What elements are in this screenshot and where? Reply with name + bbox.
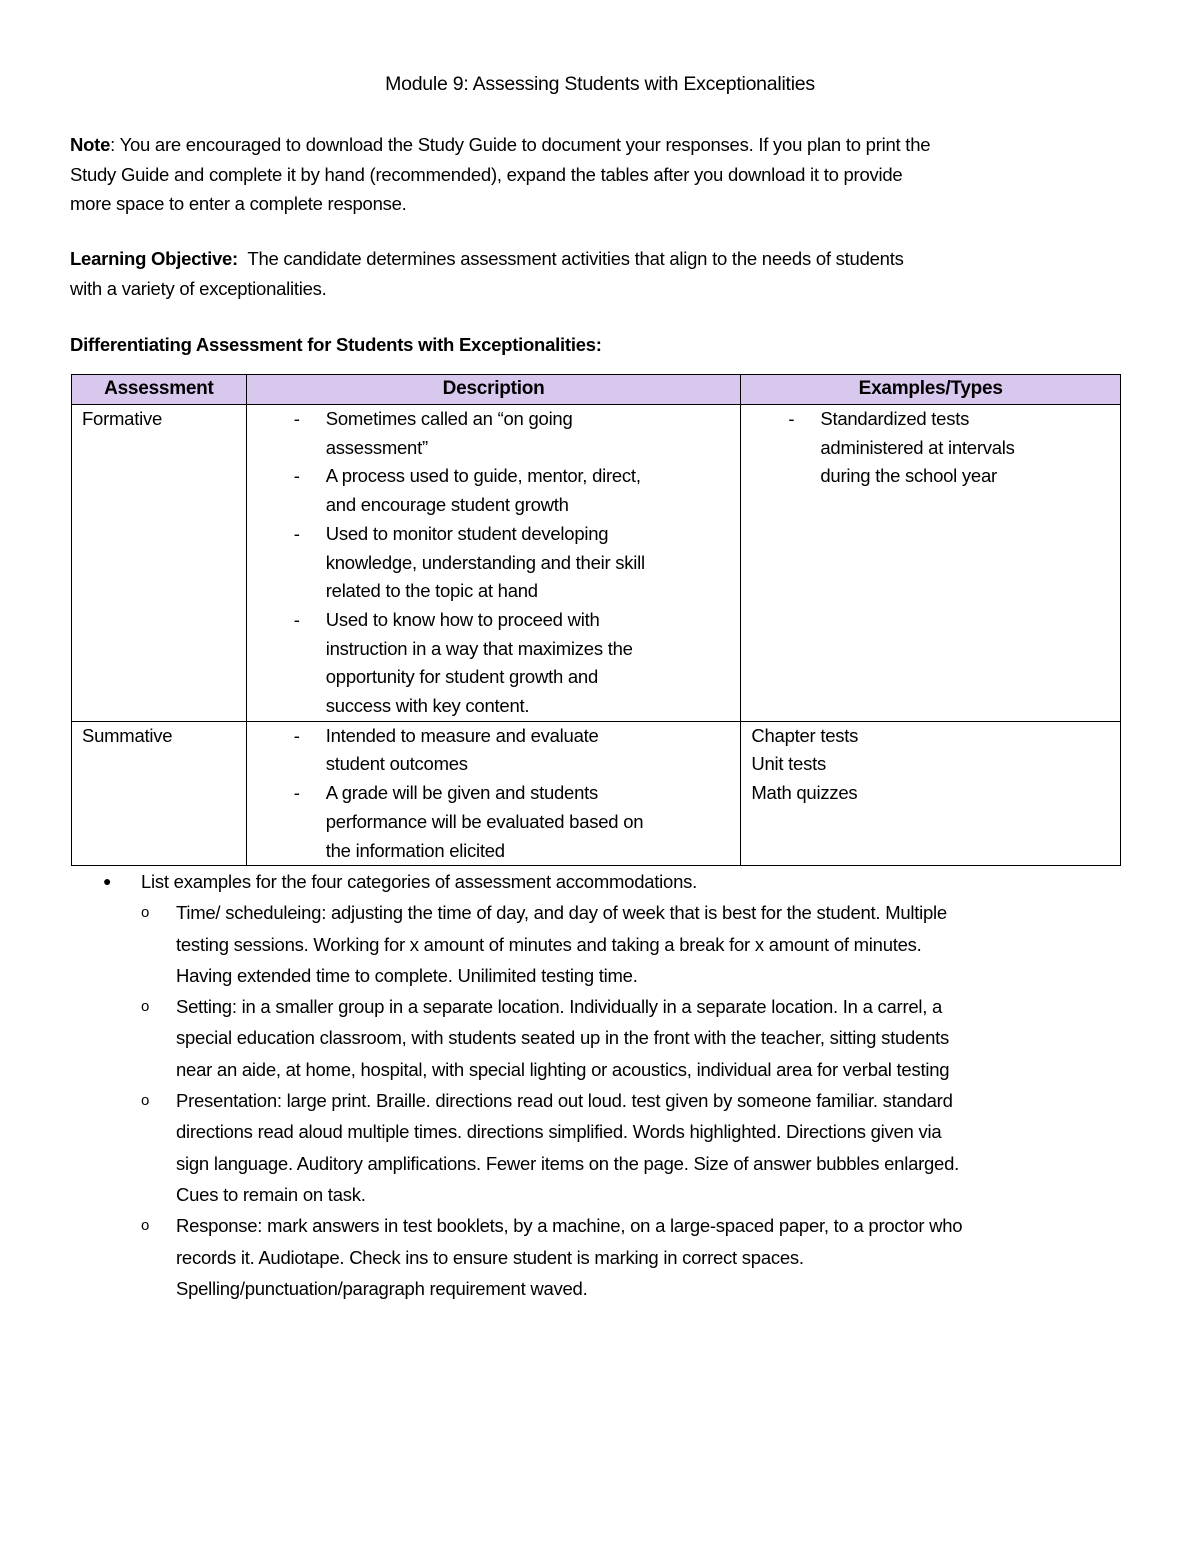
line-text: Standardized tests <box>820 408 970 429</box>
dash-icon: - <box>788 408 795 429</box>
dash-icon: - <box>293 782 300 804</box>
assessment-cell: Formative <box>72 405 247 722</box>
line-text: success with key content. <box>325 695 530 717</box>
line-text: the information elicited <box>325 839 505 861</box>
line-text: A process used to guide, mentor, direct, <box>325 465 641 487</box>
line-text: Time/ scheduleing: adjusting the time of day, and day of week that is best for the student. Multiple <box>176 902 947 924</box>
line-text: special education classroom, with students seated up in the front with the teacher, sitting students <box>176 1027 950 1049</box>
line-text: Intended to measure and evaluate <box>325 724 599 746</box>
dash-icon: - <box>293 522 300 544</box>
list-item <box>0 866 962 897</box>
example-text: Chapter tests <box>751 724 859 746</box>
header-description: Description <box>246 375 741 405</box>
line-text: opportunity for student growth and <box>325 666 599 688</box>
examples-cell <box>741 405 1121 722</box>
line-text: instruction in a way that maximizes the <box>325 637 633 659</box>
page-title: Module 9: Assessing Students with Exceptionalities <box>385 73 815 95</box>
list-item <box>0 991 962 1085</box>
note-paragraph <box>70 130 930 219</box>
section-heading: Differentiating Assessment for Students with Exceptionalities: <box>70 334 602 355</box>
dash-icon: - <box>293 608 300 630</box>
objective-line: with a variety of exceptionalities. <box>70 277 327 299</box>
line-text: Used to know how to proceed with <box>325 608 600 630</box>
line-text: Sometimes called an “on going <box>325 408 573 429</box>
list-item <box>294 462 741 519</box>
bullet-icon: ● <box>103 873 112 889</box>
line-text: A grade will be given and students <box>325 782 599 804</box>
list-item <box>0 897 962 991</box>
objective-label: Learning Objective: <box>70 248 238 269</box>
note-line: more space to enter a complete response. <box>70 193 407 214</box>
circle-bullet-icon: o <box>141 1217 150 1235</box>
list-item <box>0 1210 962 1304</box>
objective-line: The candidate determines assessment activities that align to the needs of students <box>237 248 904 269</box>
description-cell <box>246 721 741 866</box>
objective-paragraph <box>70 244 904 303</box>
line-text: sign language. Auditory amplifications. Fewer items on the page. Size of answer bubbles enlarged. <box>176 1152 960 1174</box>
description-cell <box>246 405 741 722</box>
example-text: Unit tests <box>751 753 826 775</box>
circle-bullet-icon: o <box>141 904 150 922</box>
assessment-table <box>71 374 1121 866</box>
line-text: Setting: in a smaller group in a separate location. Individually in a separate location. In a carrel, a <box>176 996 943 1018</box>
example-text: Math quizzes <box>751 782 858 804</box>
line-text: Presentation: large print. Braille. directions read out loud. test given by someone familiar. standard <box>176 1090 953 1112</box>
dash-icon: - <box>293 465 300 487</box>
circle-bullet-icon: o <box>141 1092 150 1110</box>
note-line: Study Guide and complete it by hand (recommended), expand the tables after you download it to provide <box>70 163 903 185</box>
line-text: testing sessions. Working for x amount of minutes and taking a break for x amount of minutes. <box>176 933 922 955</box>
line-text: Cues to remain on task. <box>176 1183 366 1205</box>
accommodations-list <box>0 866 962 1304</box>
list-item <box>788 405 1120 491</box>
circle-bullet-icon: o <box>141 998 150 1016</box>
prompt-text: List examples for the four categories of assessment accommodations. <box>141 871 697 892</box>
line-text: Having extended time to complete. Unilimited testing time. <box>176 964 638 986</box>
list-item <box>294 520 741 606</box>
list-item <box>294 405 741 462</box>
examples-cell <box>741 721 1121 866</box>
line-text: administered at intervals <box>820 436 1015 458</box>
line-text: knowledge, understanding and their skill <box>325 551 645 573</box>
line-text: near an aide, at home, hospital, with special lighting or acoustics, individual area for verbal testing <box>176 1058 950 1080</box>
line-text: records it. Audiotape. Check ins to ensure student is marking in correct spaces. <box>176 1246 804 1268</box>
assessment-cell: Summative <box>72 721 247 866</box>
note-line: : You are encouraged to download the Study Guide to document your responses. If you plan to print the <box>110 134 931 155</box>
note-label: Note <box>70 134 111 155</box>
table-row <box>72 405 1121 722</box>
line-text: assessment” <box>325 436 428 458</box>
list-item <box>294 606 741 721</box>
line-text: Response: mark answers in test booklets, by a machine, on a large-spaced paper, to a proctor who <box>176 1215 963 1237</box>
line-text: student outcomes <box>325 753 468 775</box>
line-text: performance will be evaluated based on <box>325 810 644 832</box>
header-assessment: Assessment <box>72 375 247 405</box>
dash-icon: - <box>293 724 300 746</box>
dash-icon: - <box>293 408 300 429</box>
table-row <box>72 721 1121 866</box>
list-item <box>294 779 741 865</box>
table-header-row <box>72 375 1121 405</box>
list-item <box>0 1085 962 1210</box>
line-text: Spelling/punctuation/paragraph requirement waved. <box>176 1277 588 1299</box>
line-text: directions read aloud multiple times. directions simplified. Words highlighted. Directions given via <box>176 1121 942 1143</box>
line-text: related to the topic at hand <box>325 580 538 602</box>
line-text: and encourage student growth <box>325 494 569 516</box>
list-item <box>294 722 741 779</box>
line-text: during the school year <box>820 465 997 487</box>
header-examples: Examples/Types <box>741 375 1121 405</box>
line-text: Used to monitor student developing <box>325 522 609 544</box>
